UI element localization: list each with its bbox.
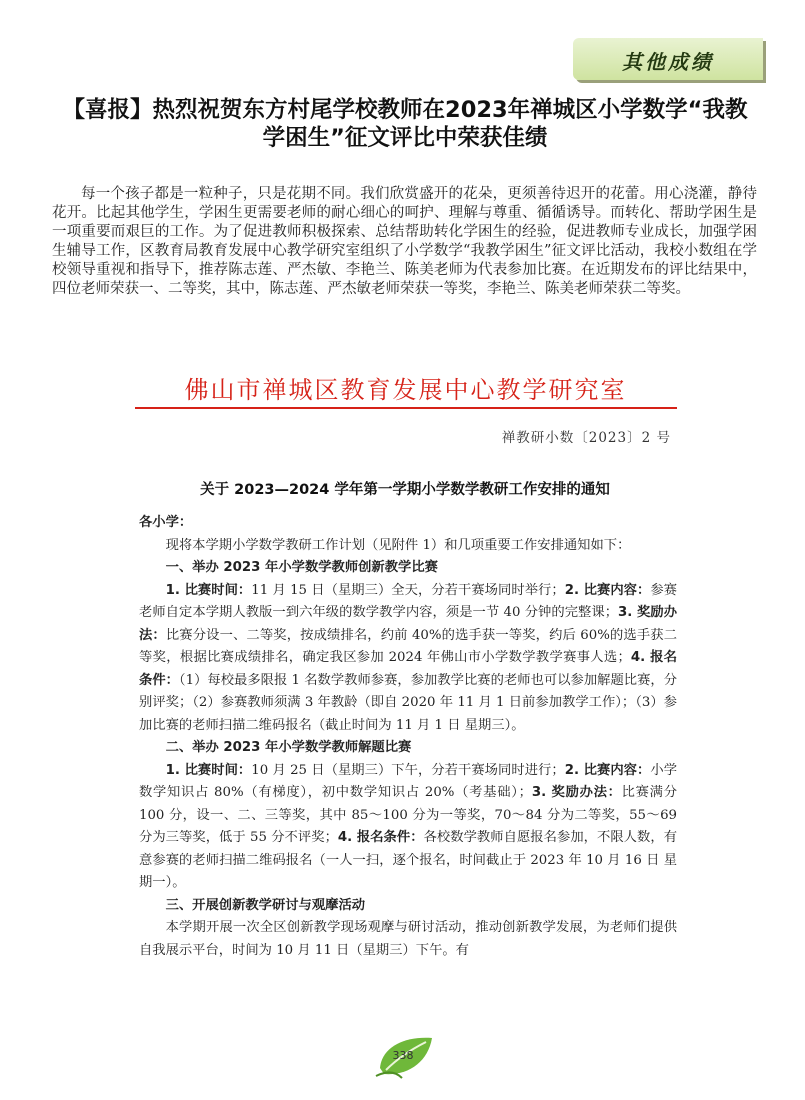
item-label: 3. 奖励办法： bbox=[139, 605, 678, 643]
headline: 【喜报】热烈祝贺东方村尾学校教师在2023年禅城区小学数学“我教学困生”征文评比中荣获佳绩 bbox=[62, 97, 748, 151]
item-label: 4. 报名条件： bbox=[139, 650, 678, 688]
item-text: 比赛分设一、二等奖，按成绩排名，约前 40%的选手获一等奖，约后 60%的选手获二等奖，根据比赛成绩排名，确定我区参加 2024 年佛山市小学数学教学赛事人选； bbox=[139, 627, 677, 665]
item-text: 参赛老师自定本学期人教版一到六年级的数学教学内容，须是一节 40 分钟的完整课； bbox=[139, 582, 678, 620]
page-number: 338 bbox=[392, 1049, 414, 1062]
item-text: 比赛满分 100 分，设一、二、三等奖，其中 85～100 分为一等奖，70～84 分为二等奖，55～69 分为三等奖，低于 55 分不评奖； bbox=[139, 785, 677, 845]
salutation: 各小学： bbox=[139, 515, 193, 530]
org-title: 佛山市禅城区教育发展中心教学研究室 bbox=[184, 376, 627, 404]
item-label: 1. 比赛时间： bbox=[165, 582, 252, 598]
document-number: 禅教研小数〔2023〕2 号 bbox=[501, 430, 671, 446]
section-heading: 一、举办 2023 年小学数学教师创新教学比赛 bbox=[165, 560, 438, 575]
official-notice-image bbox=[125, 362, 685, 992]
section-tab bbox=[573, 38, 763, 80]
section-paragraph bbox=[139, 580, 677, 738]
item-text: 10 月 25 日（星期三）下午，分若干赛场同时进行； bbox=[251, 762, 565, 778]
item-label: 4. 报名条件： bbox=[337, 830, 424, 845]
section-paragraph: 本学期开展一次全区创新教学现场观摩与研讨活动，推动创新教学发展，为老师们提供自我展示平台，时间为 10 月 11 日（星期三）下午。有 bbox=[139, 920, 677, 958]
item-label: 1. 比赛时间： bbox=[165, 762, 252, 778]
item-label: 3. 奖励办法： bbox=[531, 785, 622, 800]
intro-paragraph: 每一个孩子都是一粒种子，只是花期不同。我们欣赏盛开的花朵，更须善待迟开的花蕾。用心浇灌，静待花开。比起其他学生，学困生更需要老师的耐心细心的呵护、理解与尊重、循循诱导。而转化、帮助学困生是一项重要而艰巨的工作。为了促进教师积极探索、总结帮助转化学困生的经验，促进教师专业成长，加强学困生辅导工作，区教育局教育发展中心教学研究室组织了小学数学“我教学困生”征文评比活动，我校小数组在学校领导重视和指导下，推荐陈志莲、严杰敏、李艳兰、陈美老师为代表参加比赛。在近期发布的评比结果中，四位老师荣获一、二等奖，其中，陈志莲、严杰敏老师荣获一等奖，李艳兰、陈美老师荣获二等奖。 bbox=[52, 186, 757, 297]
section-tab-label: 其他成绩 bbox=[622, 50, 714, 74]
red-rule bbox=[135, 407, 677, 409]
item-text: （1）每校最多限报 1 名数学教师参赛，参加教学比赛的老师也可以参加解题比赛，分别评奖；（2）参赛教师须满 3 年教龄（即自 2020 年 11 月 1 日前参加教学工作）；（3）参加比赛的老师扫描二维码报名（截止时间为 11 月 1 日 星期三）。 bbox=[139, 672, 677, 733]
item-text: 各校数学教师自愿报名参加，不限人数，有意参赛的老师扫描二维码报名（一人一扫，逐个报名，时间截止于 2023 年 10 月 16 日 星期一）。 bbox=[139, 830, 678, 890]
section-paragraph bbox=[139, 760, 677, 895]
section-heading: 三、开展创新教学研讨与观摩活动 bbox=[165, 897, 366, 913]
notice-body bbox=[139, 512, 677, 962]
item-label: 2. 比赛内容： bbox=[564, 762, 651, 778]
item-text: 小学数学知识占 80%（有梯度），初中数学知识占 20%（考基础）； bbox=[139, 762, 678, 800]
section-heading: 二、举办 2023 年小学数学教师解题比赛 bbox=[165, 740, 412, 755]
opening-paragraph: 现将本学期小学数学教研工作计划（见附件 1）和几项重要工作安排通知如下： bbox=[165, 537, 631, 553]
item-text: 11 月 15 日（星期三）全天，分若干赛场同时举行； bbox=[251, 582, 565, 598]
item-label: 2. 比赛内容： bbox=[564, 582, 651, 598]
notice-title: 关于 2023—2024 学年第一学期小学数学教研工作安排的通知 bbox=[200, 482, 610, 498]
